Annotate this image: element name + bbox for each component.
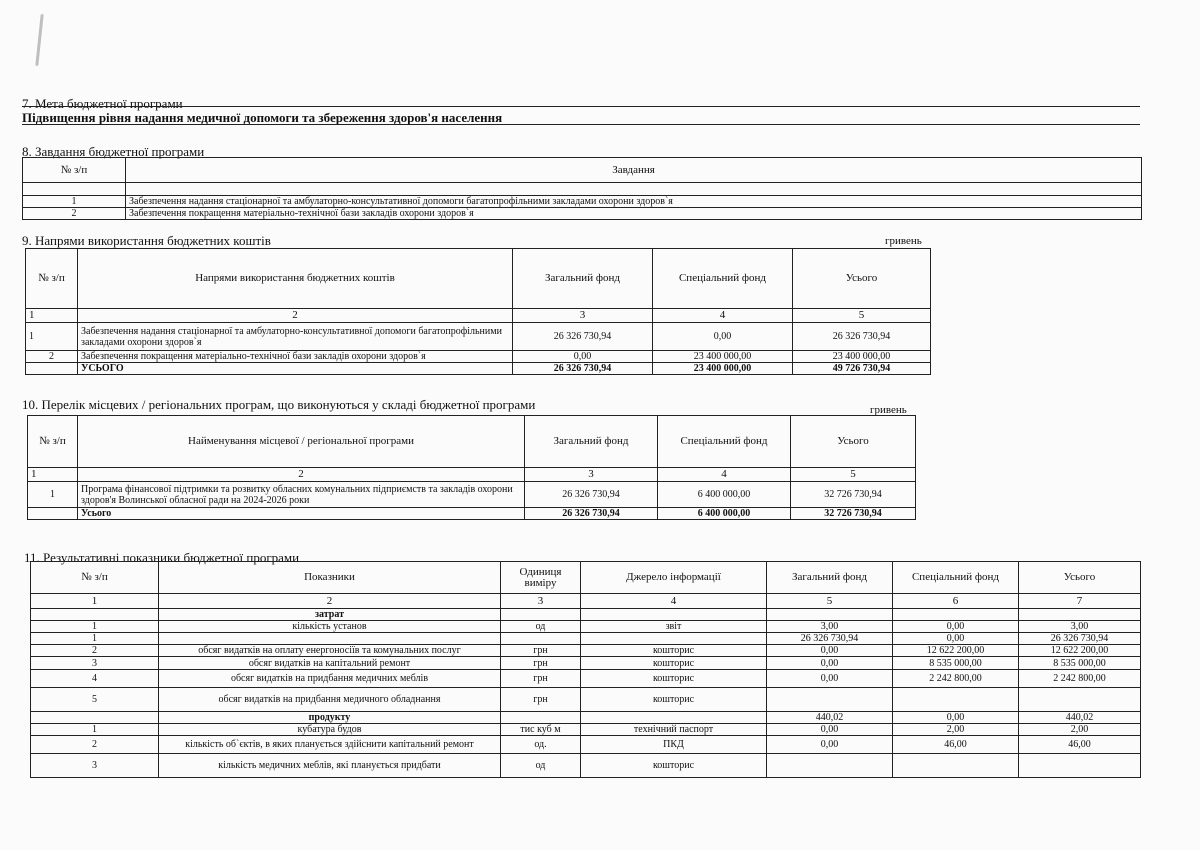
header-num: № з/п <box>26 249 78 309</box>
tasks-table <box>22 157 1142 220</box>
header-total: Усього <box>791 416 916 468</box>
header-indicators: Показники <box>159 562 501 594</box>
section-9-unit: гривень <box>885 235 922 247</box>
header-direction: Напрями використання бюджетних коштів <box>78 249 513 309</box>
pen-mark <box>35 14 43 66</box>
budget-goal: Підвищення рівня надання медичної допомоги та збереження здоров'я населення <box>22 110 503 125</box>
section-7-goal-rule <box>22 124 1140 125</box>
table-row: 1 Програма фінансової підтримки та розвитку обласних комунальних підприємств та закладів охорони здоров'я Волинської обласної ради на 2024-2026 роки 26 326 730,94 6 400 000,00 32 726 730,94 <box>28 482 916 508</box>
total-row: УСЬОГО 26 326 730,94 23 400 000,00 49 726 730,94 <box>26 363 931 375</box>
section-7-title: 7. Мета бюджетної програми <box>22 96 183 111</box>
regional-programs-table: № з/п Найменування місцевої / регіональної програми Загальний фонд Спеціальний фонд Усього 1 2 3 4 5 1 Програма фінансової підтримки та розвитку обласних комунальних підприємств та закладів охорони здоров'я Волинської обласної ради на 2024-2026 роки 26 326 730,94 6 400 000,00 32 726 730,94 Усього 26 326 730,94 6 400 000,00 32 726 730,94 <box>27 415 916 520</box>
table-row: 2 Забезпечення покращення матеріально-технічної бази закладів охорони здоров`я 0,00 23 400 000,00 23 400 000,00 <box>26 351 931 363</box>
header-unit: Одиниця виміру <box>501 562 581 594</box>
header-total: Усього <box>793 249 931 309</box>
header-num: № з/п <box>23 158 126 183</box>
table-row: 1 кубатура будов тис куб м технічний паспорт 0,00 2,00 2,00 <box>31 724 1141 736</box>
header-num: № з/п <box>31 562 159 594</box>
table-row: 1 26 326 730,94 0,00 26 326 730,94 <box>31 633 1141 645</box>
table-row: 4 обсяг видатків на придбання медичних меблів грн кошторис 0,00 2 242 800,00 2 242 800,00 <box>31 670 1141 688</box>
section-10-unit: гривень <box>870 404 907 416</box>
section-9-title: 9. Напрями використання бюджетних коштів <box>22 233 271 248</box>
table-row: 3 кількість медичних меблів, які планується придбати од кошторис <box>31 754 1141 778</box>
header-general-fund: Загальний фонд <box>513 249 653 309</box>
header-special-fund: Спеціальний фонд <box>658 416 791 468</box>
header-special-fund: Спеціальний фонд <box>893 562 1019 594</box>
group-row: продукту 440,02 0,00 440,02 <box>31 712 1141 724</box>
header-total: Усього <box>1019 562 1141 594</box>
table-row: 3 обсяг видатків на капітальний ремонт грн кошторис 0,00 8 535 000,00 8 535 000,00 <box>31 657 1141 670</box>
header-task: Завдання <box>126 158 1142 183</box>
header-source: Джерело інформації <box>581 562 767 594</box>
header-general-fund: Загальний фонд <box>525 416 658 468</box>
section-7-rule <box>22 106 1140 107</box>
table-row: 2 кількість об`єктів, в яких планується здійснити капітальний ремонт од. ПКД 0,00 46,00 46,00 <box>31 736 1141 754</box>
spending-directions-table: № з/п Напрями використання бюджетних коштів Загальний фонд Спеціальний фонд Усього 1 2 3 4 5 1 Забезпечення надання стаціонарної та амбулаторно-консультативної допомоги багатопрофільними закладами охорони здоров`я 26 326 730,94 0,00 26 326 730,94 2 Забезпечення покращення матеріально-технічної бази закладів охорони здоров`я 0,00 23 400 000,00 23 400 000,00 УСЬОГО 26 326 730,94 23 400 000,00 49 726 730,94 <box>25 248 931 375</box>
table-row: 2 обсяг видатків на оплату енергоносіїв та комунальних послуг грн кошторис 0,00 12 622 200,00 12 622 200,00 <box>31 645 1141 657</box>
header-general-fund: Загальний фонд <box>767 562 893 594</box>
header-special-fund: Спеціальний фонд <box>653 249 793 309</box>
table-row: 1 кількість установ од звіт 3,00 0,00 3,00 <box>31 621 1141 633</box>
table-row: 2 Забезпечення покращення матеріально-технічної бази закладів охорони здоров`я <box>23 208 1142 220</box>
table-row: 1 Забезпечення надання стаціонарної та амбулаторно-консультативної допомоги багатопрофільними закладами охорони здоров`я 26 326 730,94 0,00 26 326 730,94 <box>26 323 931 351</box>
indicators-table: № з/п Показники Одиниця виміру Джерело інформації Загальний фонд Спеціальний фонд Усього 1 2 3 4 5 6 7 затрат 1 кількість установ од звіт 3,00 0,00 3,00 1 26 326 730,94 0,00 26 326 730,94 2 обсяг видатків на оплату енергоносіїв та комунальних послуг грн кошторис 0,00 12 622 200,00 12 622 200,00 3 обсяг видатків на капітальний ремонт грн кошторис 0,00 8 535 000,00 8 535 000,00 4 обсяг видатків на придбання медичних меблів грн кошторис 0,00 2 242 800,00 2 242 800,00 5 обсяг видатків на придбання медичного обладнання грн кошторис продукту 440,02 0,00 440,02 1 кубатура будов тис куб м технічний паспорт 0,00 2,00 2,00 2 кількість об`єктів, в яких планується здійснити капітальний ремонт од. ПКД 0,00 46,00 46,00 3 кількість медичних меблів, які планується придбати од кошторис <box>30 561 1141 778</box>
total-row: Усього 26 326 730,94 6 400 000,00 32 726 730,94 <box>28 508 916 520</box>
table-row: 1 Забезпечення надання стаціонарної та амбулаторно-консультативної допомоги багатопрофільними закладами охорони здоров`я <box>23 196 1142 208</box>
header-program: Найменування місцевої / регіональної програми <box>78 416 525 468</box>
group-row: затрат <box>31 609 1141 621</box>
section-11-title: 11. Результативні показники бюджетної програми <box>24 550 300 565</box>
section-10-title: 10. Перелік місцевих / регіональних програм, що виконуються у складі бюджетної програми <box>22 397 536 412</box>
section-8-title: 8. Завдання бюджетної програми <box>22 144 205 159</box>
header-num: № з/п <box>28 416 78 468</box>
table-row: 5 обсяг видатків на придбання медичного обладнання грн кошторис <box>31 688 1141 712</box>
